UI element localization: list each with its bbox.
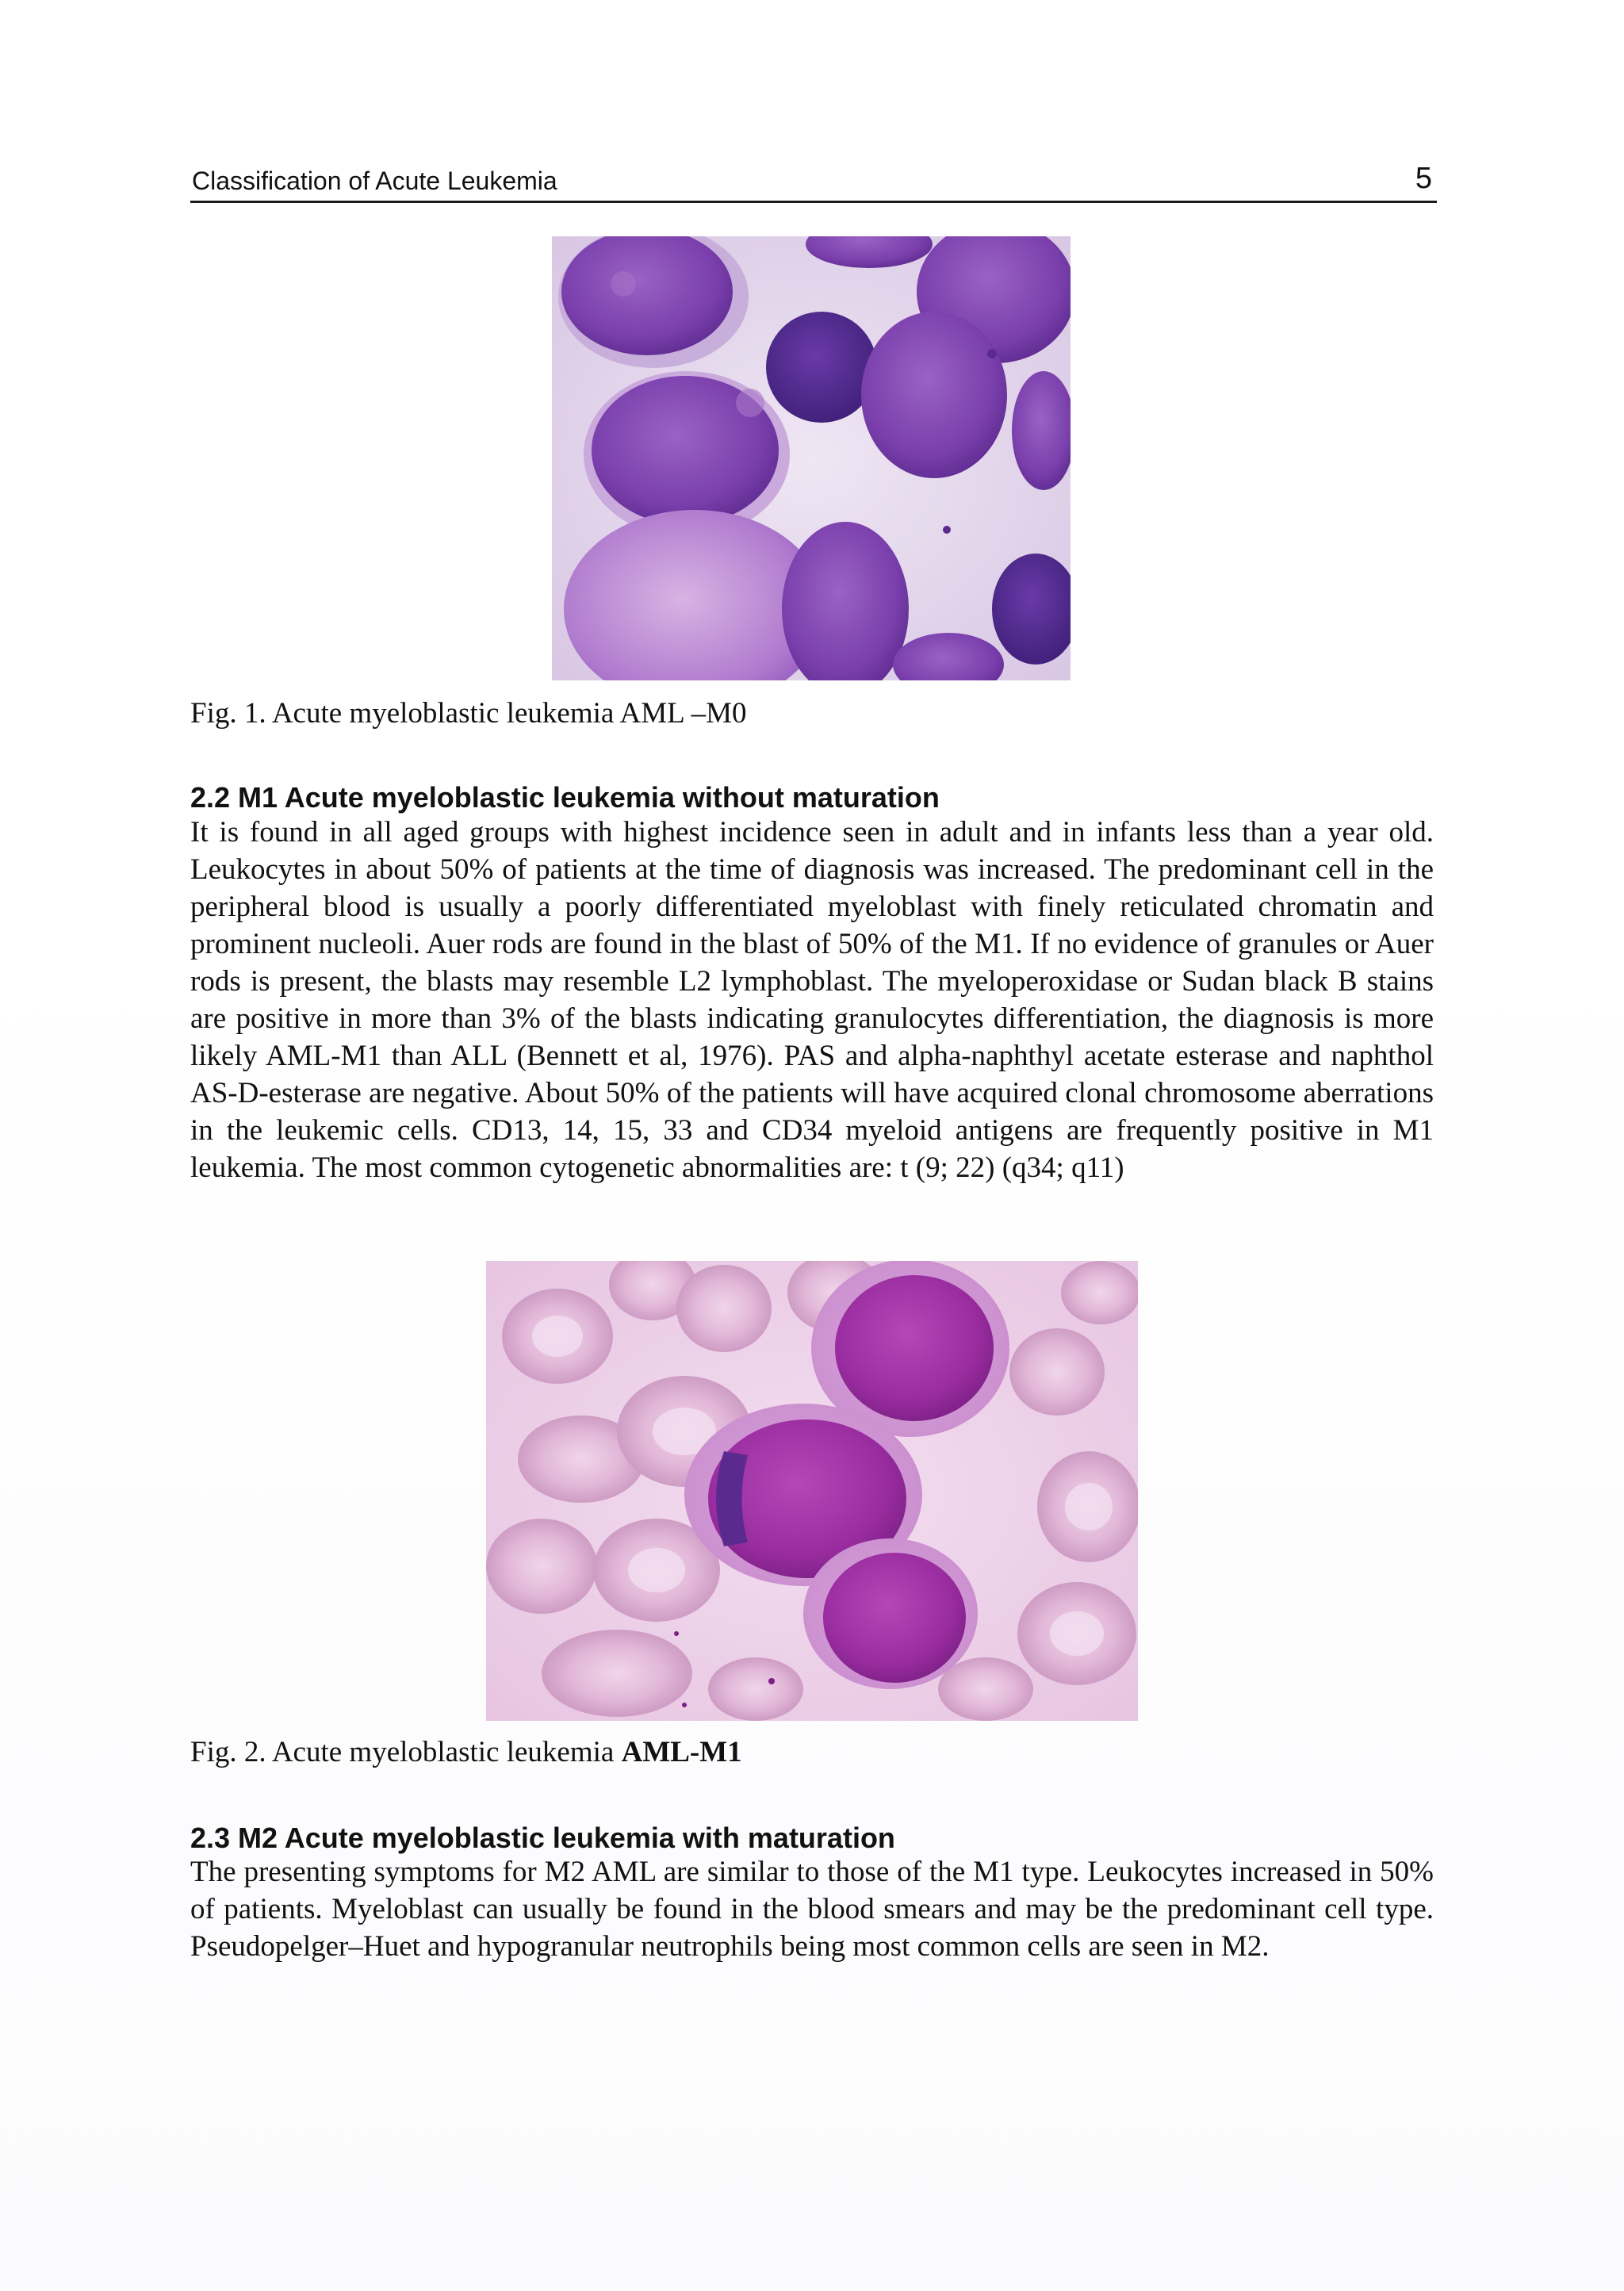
figure-2-caption-text: Fig. 2. Acute myeloblastic leukemia	[190, 1736, 622, 1768]
figure-1-micrograph	[552, 236, 1071, 680]
figure-1-caption	[190, 696, 747, 730]
figure-2-micrograph	[486, 1261, 1138, 1721]
section-body-m2: The presenting symptoms for M2 AML are similar to those of the M1 type. Leukocytes increased in 50% of patients. Myeloblast can usually be found in the blood smears and may be the predominant cell type. Pseudopelger–Huet and hypogranular neutrophils being most common cells are seen in M2.	[190, 1856, 1434, 1963]
figure-2-caption-bold: AML-M1	[621, 1736, 742, 1768]
section-body-m1: It is found in all aged groups with highest incidence seen in adult and in infants less than a year old. Leukocytes in about 50% of patients at the time of diagnosis was increased. The predominant cell in the peripheral blood is usually a poorly differentiated myeloblast with finely reticulated chromatin and prominent nucleoli. Auer rods are found in the blast of 50% of the M1. If no evidence of granules or Auer rods is present, the blasts may resemble L2 lymphoblast. The myeloperoxidase or Sudan black B stains are positive in more than 3% of the blasts indicating granulocytes differentiation, the diagnosis is more likely AML-M1 than ALL (Bennett et al, 1976). PAS and alpha-naphthyl acetate esterase and naphthol AS-D-esterase are negative. About 50% of the patients will have acquired clonal chromosome aberrations in the leukemic cells. CD13, 14, 15, 33 and CD34 myeloid antigens are frequently positive in M1 leukemia. The most common cytogenetic abnormalities are: t (9; 22) (q34; q11)	[190, 816, 1434, 1184]
section-heading-m2: 2.3 M2 Acute myeloblastic leukemia with maturation	[190, 1822, 895, 1854]
running-title: Classification of Acute Leukemia	[192, 167, 557, 195]
figure-1-caption-text: Fig. 1. Acute myeloblastic leukemia AML –M0	[190, 697, 747, 730]
section-heading-m1: 2.2 M1 Acute myeloblastic leukemia without maturation	[190, 781, 940, 814]
running-header	[190, 163, 1437, 203]
page-number: 5	[1415, 162, 1432, 195]
figure-2-caption	[190, 1735, 742, 1769]
